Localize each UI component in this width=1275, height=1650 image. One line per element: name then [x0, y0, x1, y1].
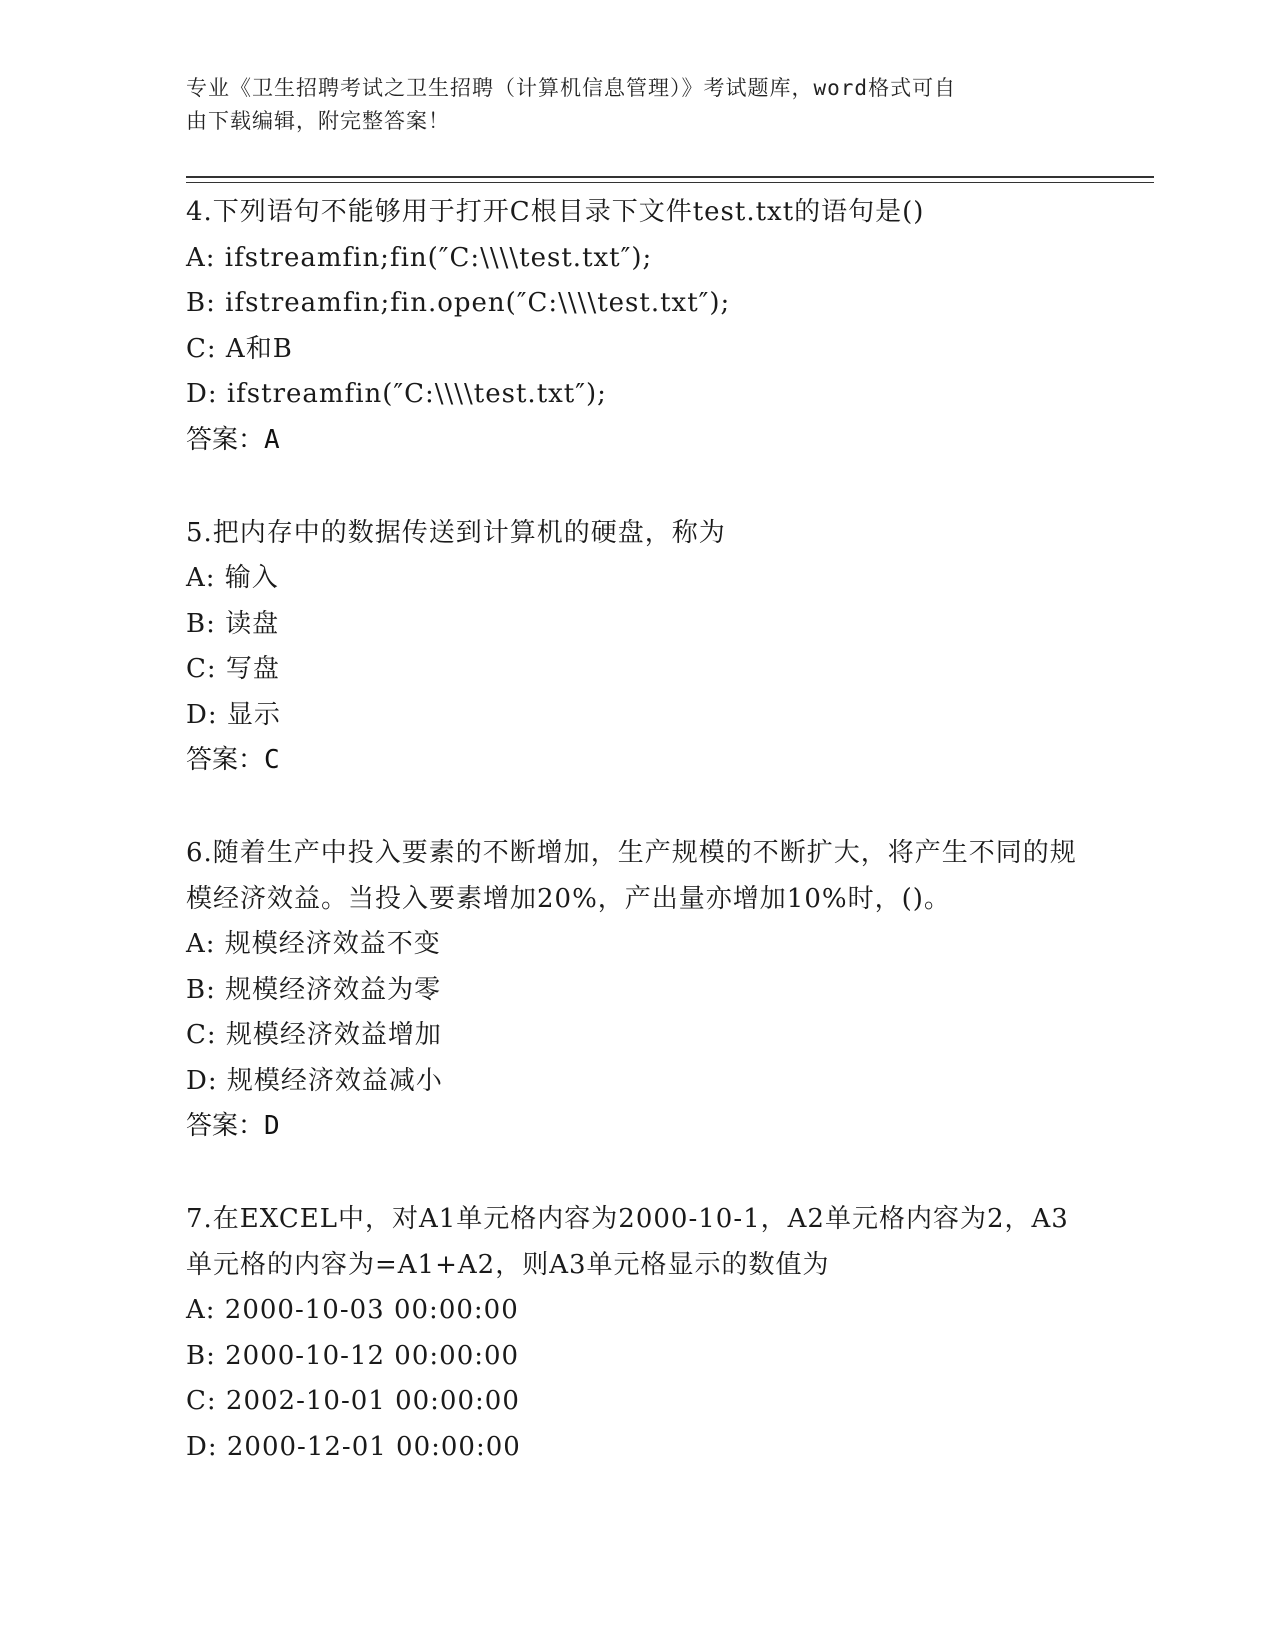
answer-value: C [264, 745, 280, 775]
answer-value: A [264, 424, 280, 455]
answer-value: D [264, 1111, 280, 1141]
question-6 [186, 831, 1086, 1149]
question-stem: 4.下列语句不能够用于打开C根目录下文件test.txt的语句是() [186, 197, 925, 227]
question-4 [186, 190, 1086, 463]
option-c: C: 规模经济效益增加 [186, 1020, 442, 1050]
header-rule-thin [186, 182, 1154, 183]
option-a: A: ifstreamfin;fin(″C:\\\\test.txt″); [186, 242, 653, 273]
option-b: B: ifstreamfin;fin.open(″C:\\\\test.txt″); [186, 288, 731, 318]
option-c: C: A和B [186, 333, 293, 364]
option-c: C: 2002-10-01 00:00:00 [186, 1386, 520, 1416]
option-a: A: 输入 [186, 563, 279, 593]
answer-line [186, 418, 1086, 463]
option-b: B: 读盘 [186, 608, 280, 639]
option-a: A: 2000-10-03 00:00:00 [186, 1295, 519, 1325]
question-stem: 6.随着生产中投入要素的不断增加，生产规模的不断扩大，将产生不同的规模经济效益。当投入要素增加20%，产出量亦增加10%时，()。 [186, 838, 1077, 914]
option-d: D: 规模经济效益减小 [186, 1065, 443, 1096]
question-5 [186, 511, 1086, 784]
option-b: B: 2000-10-12 00:00:00 [186, 1340, 520, 1371]
option-d: D: 2000-12-01 00:00:00 [186, 1431, 521, 1462]
question-list [186, 190, 1086, 1518]
option-d: D: 显示 [186, 699, 281, 730]
header-rule-thick [186, 176, 1154, 178]
answer-label: 答案： [186, 1111, 265, 1141]
document-header [186, 72, 1066, 138]
option-b: B: 规模经济效益为零 [186, 974, 442, 1005]
option-c: C: 写盘 [186, 654, 280, 684]
answer-line [186, 738, 1086, 783]
answer-label: 答案： [186, 424, 265, 455]
question-stem: 5.把内存中的数据传送到计算机的硬盘，称为 [186, 517, 726, 548]
header-line: 由下载编辑，附完整答案！ [186, 109, 450, 133]
option-a: A: 规模经济效益不变 [186, 929, 441, 959]
header-line: 专业《卫生招聘考试之卫生招聘（计算机信息管理）》考试题库，word格式可自 [186, 76, 957, 100]
question-7 [186, 1197, 1086, 1470]
answer-label: 答案： [186, 745, 265, 775]
option-d: D: ifstreamfin(″C:\\\\test.txt″); [186, 379, 607, 409]
question-stem: 7.在EXCEL中，对A1单元格内容为2000-10-1，A2单元格内容为2，A3单元格的内容为=A1+A2，则A3单元格显示的数值为 [186, 1204, 1069, 1280]
answer-line [186, 1104, 1086, 1149]
